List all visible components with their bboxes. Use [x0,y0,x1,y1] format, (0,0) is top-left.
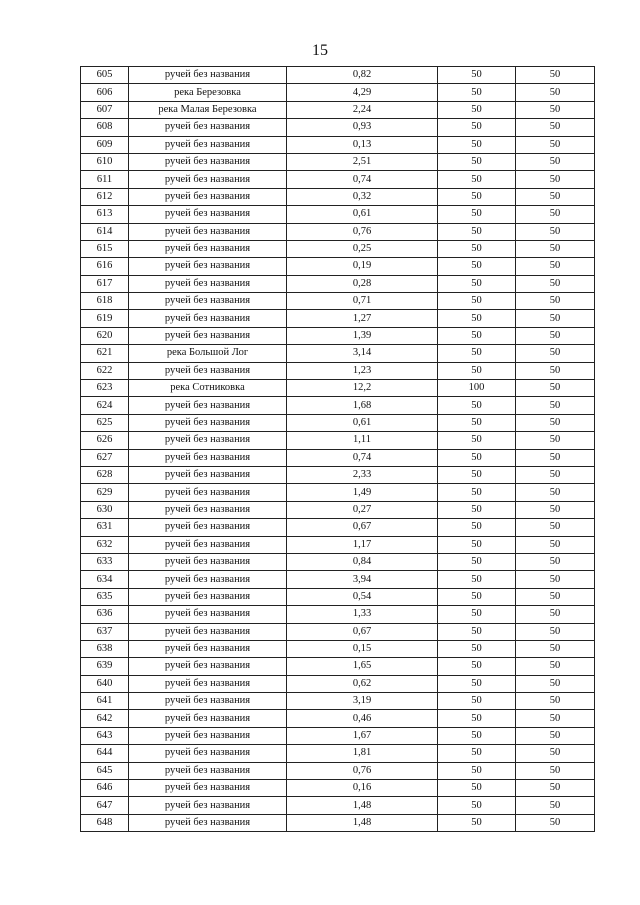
length-cell: 1,67 [287,727,438,744]
table-row [81,293,595,310]
water-body-name-cell: ручей без названия [129,293,287,310]
coastal-strip-cell: 50 [516,536,595,553]
protection-zone-cell: 50 [438,153,516,170]
coastal-strip-cell: 50 [516,67,595,84]
length-cell: 0,32 [287,188,438,205]
row-number-cell: 615 [81,240,129,257]
table-row [81,84,595,101]
coastal-strip-cell: 50 [516,188,595,205]
table-row [81,362,595,379]
coastal-strip-cell: 50 [516,658,595,675]
row-number-cell: 613 [81,206,129,223]
water-body-name-cell: ручей без названия [129,119,287,136]
water-body-name-cell: ручей без названия [129,745,287,762]
table-row [81,240,595,257]
table-row [81,327,595,344]
water-body-name-cell: ручей без названия [129,275,287,292]
table-row [81,136,595,153]
water-body-name-cell: река Большой Лог [129,345,287,362]
protection-zone-cell: 100 [438,380,516,397]
row-number-cell: 620 [81,327,129,344]
coastal-strip-cell: 50 [516,623,595,640]
coastal-strip-cell: 50 [516,275,595,292]
coastal-strip-cell: 50 [516,293,595,310]
length-cell: 1,11 [287,432,438,449]
length-cell: 0,74 [287,449,438,466]
water-body-name-cell: ручей без названия [129,449,287,466]
protection-zone-cell: 50 [438,362,516,379]
row-number-cell: 638 [81,640,129,657]
length-cell: 0,19 [287,258,438,275]
table-row [81,275,595,292]
protection-zone-cell: 50 [438,67,516,84]
table-row [81,780,595,797]
coastal-strip-cell: 50 [516,397,595,414]
table-row [81,675,595,692]
row-number-cell: 606 [81,84,129,101]
coastal-strip-cell: 50 [516,762,595,779]
protection-zone-cell: 50 [438,797,516,814]
row-number-cell: 617 [81,275,129,292]
length-cell: 0,93 [287,119,438,136]
water-body-name-cell: ручей без названия [129,710,287,727]
length-cell: 0,54 [287,588,438,605]
row-number-cell: 647 [81,797,129,814]
protection-zone-cell: 50 [438,519,516,536]
length-cell: 1,17 [287,536,438,553]
water-body-name-cell: ручей без названия [129,727,287,744]
water-body-name-cell: ручей без названия [129,553,287,570]
water-body-name-cell: ручей без названия [129,397,287,414]
table-row [81,171,595,188]
protection-zone-cell: 50 [438,293,516,310]
row-number-cell: 637 [81,623,129,640]
length-cell: 0,13 [287,136,438,153]
coastal-strip-cell: 50 [516,153,595,170]
table-row [81,797,595,814]
row-number-cell: 619 [81,310,129,327]
protection-zone-cell: 50 [438,745,516,762]
protection-zone-cell: 50 [438,240,516,257]
length-cell: 0,84 [287,553,438,570]
table-row [81,258,595,275]
coastal-strip-cell: 50 [516,553,595,570]
protection-zone-cell: 50 [438,623,516,640]
table-row [81,588,595,605]
length-cell: 0,67 [287,623,438,640]
coastal-strip-cell: 50 [516,432,595,449]
protection-zone-cell: 50 [438,484,516,501]
coastal-strip-cell: 50 [516,258,595,275]
water-body-name-cell: ручей без названия [129,658,287,675]
coastal-strip-cell: 50 [516,675,595,692]
length-cell: 1,39 [287,327,438,344]
table-row [81,310,595,327]
protection-zone-cell: 50 [438,762,516,779]
water-body-name-cell: ручей без названия [129,693,287,710]
table-row [81,693,595,710]
length-cell: 3,19 [287,693,438,710]
length-cell: 0,74 [287,171,438,188]
water-body-name-cell: ручей без названия [129,223,287,240]
protection-zone-cell: 50 [438,710,516,727]
table-row [81,501,595,518]
protection-zone-cell: 50 [438,414,516,431]
length-cell: 0,67 [287,519,438,536]
water-body-name-cell: ручей без названия [129,414,287,431]
water-body-name-cell: ручей без названия [129,762,287,779]
water-body-name-cell: ручей без названия [129,153,287,170]
row-number-cell: 641 [81,693,129,710]
protection-zone-cell: 50 [438,101,516,118]
protection-zone-cell: 50 [438,571,516,588]
coastal-strip-cell: 50 [516,171,595,188]
coastal-strip-cell: 50 [516,693,595,710]
water-body-name-cell: река Малая Березовка [129,101,287,118]
row-number-cell: 634 [81,571,129,588]
water-body-name-cell: ручей без названия [129,466,287,483]
row-number-cell: 621 [81,345,129,362]
protection-zone-cell: 50 [438,345,516,362]
table-row [81,623,595,640]
water-body-name-cell: ручей без названия [129,501,287,518]
protection-zone-cell: 50 [438,727,516,744]
row-number-cell: 624 [81,397,129,414]
table-row [81,206,595,223]
protection-zone-cell: 50 [438,449,516,466]
row-number-cell: 644 [81,745,129,762]
protection-zone-cell: 50 [438,693,516,710]
coastal-strip-cell: 50 [516,814,595,831]
water-body-name-cell: ручей без названия [129,519,287,536]
coastal-strip-cell: 50 [516,745,595,762]
water-body-name-cell: ручей без названия [129,623,287,640]
protection-zone-cell: 50 [438,501,516,518]
protection-zone-cell: 50 [438,588,516,605]
water-body-name-cell: река Сотниковка [129,380,287,397]
coastal-strip-cell: 50 [516,345,595,362]
row-number-cell: 627 [81,449,129,466]
water-body-name-cell: ручей без названия [129,188,287,205]
row-number-cell: 623 [81,380,129,397]
table-row [81,727,595,744]
row-number-cell: 629 [81,484,129,501]
protection-zone-cell: 50 [438,780,516,797]
table-row [81,449,595,466]
page-number: 15 [312,42,328,59]
coastal-strip-cell: 50 [516,223,595,240]
protection-zone-cell: 50 [438,84,516,101]
protection-zone-cell: 50 [438,675,516,692]
water-bodies-table [80,66,595,832]
row-number-cell: 628 [81,466,129,483]
table-row [81,814,595,831]
coastal-strip-cell: 50 [516,588,595,605]
protection-zone-cell: 50 [438,310,516,327]
table-row [81,188,595,205]
table-row [81,658,595,675]
row-number-cell: 618 [81,293,129,310]
coastal-strip-cell: 50 [516,501,595,518]
protection-zone-cell: 50 [438,658,516,675]
coastal-strip-cell: 50 [516,327,595,344]
row-number-cell: 626 [81,432,129,449]
coastal-strip-cell: 50 [516,206,595,223]
row-number-cell: 642 [81,710,129,727]
coastal-strip-cell: 50 [516,449,595,466]
protection-zone-cell: 50 [438,536,516,553]
row-number-cell: 632 [81,536,129,553]
length-cell: 0,76 [287,223,438,240]
coastal-strip-cell: 50 [516,380,595,397]
length-cell: 0,27 [287,501,438,518]
protection-zone-cell: 50 [438,606,516,623]
row-number-cell: 646 [81,780,129,797]
length-cell: 0,28 [287,275,438,292]
coastal-strip-cell: 50 [516,780,595,797]
length-cell: 1,68 [287,397,438,414]
row-number-cell: 612 [81,188,129,205]
table-row [81,414,595,431]
table-row [81,710,595,727]
row-number-cell: 643 [81,727,129,744]
table-row [81,606,595,623]
length-cell: 12,2 [287,380,438,397]
water-body-name-cell: ручей без названия [129,588,287,605]
table-row [81,397,595,414]
water-body-name-cell: ручей без названия [129,432,287,449]
coastal-strip-cell: 50 [516,571,595,588]
water-body-name-cell: ручей без названия [129,675,287,692]
row-number-cell: 609 [81,136,129,153]
length-cell: 2,33 [287,466,438,483]
water-body-name-cell: ручей без названия [129,136,287,153]
length-cell: 0,25 [287,240,438,257]
length-cell: 1,49 [287,484,438,501]
row-number-cell: 639 [81,658,129,675]
protection-zone-cell: 50 [438,640,516,657]
table-row [81,571,595,588]
table-row [81,553,595,570]
coastal-strip-cell: 50 [516,640,595,657]
coastal-strip-cell: 50 [516,240,595,257]
protection-zone-cell: 50 [438,553,516,570]
table-row [81,345,595,362]
length-cell: 0,61 [287,206,438,223]
coastal-strip-cell: 50 [516,484,595,501]
water-body-name-cell: ручей без названия [129,67,287,84]
length-cell: 0,46 [287,710,438,727]
water-body-name-cell: ручей без названия [129,640,287,657]
row-number-cell: 625 [81,414,129,431]
row-number-cell: 616 [81,258,129,275]
length-cell: 1,48 [287,797,438,814]
coastal-strip-cell: 50 [516,414,595,431]
row-number-cell: 608 [81,119,129,136]
row-number-cell: 614 [81,223,129,240]
water-body-name-cell: ручей без названия [129,206,287,223]
water-body-name-cell: ручей без названия [129,240,287,257]
protection-zone-cell: 50 [438,327,516,344]
length-cell: 4,29 [287,84,438,101]
length-cell: 1,27 [287,310,438,327]
row-number-cell: 610 [81,153,129,170]
water-body-name-cell: река Березовка [129,84,287,101]
length-cell: 2,51 [287,153,438,170]
length-cell: 1,48 [287,814,438,831]
protection-zone-cell: 50 [438,814,516,831]
water-body-name-cell: ручей без названия [129,536,287,553]
water-body-name-cell: ручей без названия [129,814,287,831]
protection-zone-cell: 50 [438,171,516,188]
length-cell: 0,62 [287,675,438,692]
water-body-name-cell: ручей без названия [129,327,287,344]
length-cell: 1,33 [287,606,438,623]
water-body-name-cell: ручей без названия [129,362,287,379]
protection-zone-cell: 50 [438,119,516,136]
row-number-cell: 607 [81,101,129,118]
table-row [81,762,595,779]
protection-zone-cell: 50 [438,223,516,240]
water-body-name-cell: ручей без названия [129,258,287,275]
coastal-strip-cell: 50 [516,710,595,727]
coastal-strip-cell: 50 [516,797,595,814]
row-number-cell: 611 [81,171,129,188]
coastal-strip-cell: 50 [516,606,595,623]
coastal-strip-cell: 50 [516,727,595,744]
row-number-cell: 605 [81,67,129,84]
row-number-cell: 635 [81,588,129,605]
length-cell: 0,15 [287,640,438,657]
protection-zone-cell: 50 [438,258,516,275]
length-cell: 2,24 [287,101,438,118]
protection-zone-cell: 50 [438,275,516,292]
protection-zone-cell: 50 [438,432,516,449]
table-body [81,67,595,832]
coastal-strip-cell: 50 [516,84,595,101]
water-body-name-cell: ручей без названия [129,797,287,814]
table-row [81,466,595,483]
table-row [81,519,595,536]
water-body-name-cell: ручей без названия [129,606,287,623]
row-number-cell: 636 [81,606,129,623]
coastal-strip-cell: 50 [516,466,595,483]
row-number-cell: 648 [81,814,129,831]
length-cell: 0,71 [287,293,438,310]
row-number-cell: 633 [81,553,129,570]
coastal-strip-cell: 50 [516,101,595,118]
coastal-strip-cell: 50 [516,362,595,379]
row-number-cell: 645 [81,762,129,779]
table-row [81,119,595,136]
table-row [81,536,595,553]
coastal-strip-cell: 50 [516,310,595,327]
protection-zone-cell: 50 [438,136,516,153]
water-body-name-cell: ручей без названия [129,571,287,588]
length-cell: 1,81 [287,745,438,762]
water-body-name-cell: ручей без названия [129,484,287,501]
protection-zone-cell: 50 [438,188,516,205]
length-cell: 3,94 [287,571,438,588]
length-cell: 1,23 [287,362,438,379]
coastal-strip-cell: 50 [516,519,595,536]
protection-zone-cell: 50 [438,206,516,223]
row-number-cell: 630 [81,501,129,518]
length-cell: 0,76 [287,762,438,779]
row-number-cell: 631 [81,519,129,536]
length-cell: 3,14 [287,345,438,362]
water-body-name-cell: ручей без названия [129,171,287,188]
length-cell: 0,82 [287,67,438,84]
table-row [81,101,595,118]
table-row [81,432,595,449]
protection-zone-cell: 50 [438,466,516,483]
table-row [81,223,595,240]
row-number-cell: 622 [81,362,129,379]
water-body-name-cell: ручей без названия [129,780,287,797]
length-cell: 0,16 [287,780,438,797]
table-row [81,745,595,762]
length-cell: 1,65 [287,658,438,675]
length-cell: 0,61 [287,414,438,431]
coastal-strip-cell: 50 [516,136,595,153]
protection-zone-cell: 50 [438,397,516,414]
table-row [81,67,595,84]
table-row [81,380,595,397]
table-row [81,153,595,170]
table-row [81,484,595,501]
row-number-cell: 640 [81,675,129,692]
table-row [81,640,595,657]
coastal-strip-cell: 50 [516,119,595,136]
water-body-name-cell: ручей без названия [129,310,287,327]
